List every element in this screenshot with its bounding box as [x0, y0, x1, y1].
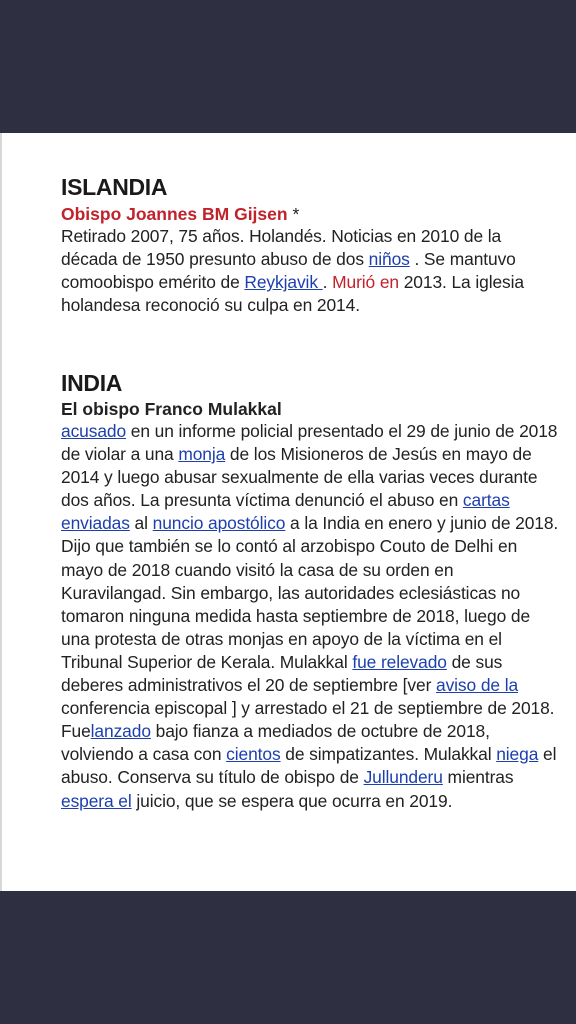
link-fue-relevado[interactable]: fue relevado [352, 651, 447, 672]
link-lanzado[interactable]: lanzado [90, 721, 151, 742]
text-fragment: . Se mantuvo comoobispo emérito de [61, 249, 516, 293]
text-fragment: de sus deberes administrativos el 20 de septiembre [ver [61, 651, 503, 696]
text-fragment: Retirado 2007, 75 años. Holandés. Noticias en 2010 de la década de 1950 presunto abuso de dos [61, 226, 502, 270]
paragraph-india [61, 420, 561, 813]
country-heading-india: INDIA [61, 370, 123, 396]
text-murio-en: Murió en [332, 272, 399, 293]
link-cartas-enviadas[interactable]: cartas enviadas [61, 490, 510, 534]
text-fragment: el abuso. Conserva su título de obispo de [61, 744, 557, 788]
text-fragment: juicio, que se espera que ocurra en 2019. [131, 790, 453, 811]
text-fragment: conferencia episcopal ] y arrestado el 21 de septiembre de 2018. Fue [61, 698, 555, 742]
bishop-name-mulakkal: El obispo Franco Mulakkal [61, 399, 282, 419]
text-fragment: al [129, 513, 153, 534]
paragraph-islandia [61, 225, 561, 317]
link-acusado[interactable]: acusado [61, 421, 127, 441]
text-fragment: en un informe policial presentado el 29 de junio de 2018 de violar a una [61, 421, 558, 465]
link-monja[interactable]: monja [178, 444, 226, 465]
section-india [61, 370, 561, 813]
document-page [0, 133, 576, 891]
link-niega[interactable]: niega [496, 744, 539, 765]
text-fragment: 2013. La iglesia holandesa reconoció su culpa en 2014. [61, 272, 524, 316]
section-islandia [61, 174, 561, 317]
text-fragment: de simpatizantes. Mulakkal [280, 744, 497, 765]
country-heading-islandia: ISLANDIA [61, 174, 168, 200]
link-ninos[interactable]: niños [368, 249, 410, 270]
link-espera-el[interactable]: espera el [61, 790, 132, 811]
asterisk: * [287, 204, 300, 224]
text-fragment: . [322, 272, 333, 293]
text-fragment: mientras [442, 767, 514, 788]
text-fragment: a la India en enero y junio de 2018. Dijo que también se lo contó al arzobispo Couto de Delhi en mayo de 2018 cuando visitó la casa de su orden en Kuravilangad. Sin embargo, las autoridades eclesiásticas no tomaron ninguna medida hasta septiembre de 2018, luego de una protesta de otras monjas en apoyo de la víctima en el Tribunal Superior de Kerala. Mulakkal [61, 513, 559, 672]
text-fragment: bajo fianza a mediados de octubre de 2018, volviendo a casa con [61, 721, 490, 765]
link-nuncio-apostolico[interactable]: nuncio apostólico [152, 513, 286, 534]
link-cientos[interactable]: cientos [226, 744, 281, 765]
link-reykjavik[interactable]: Reykjavik [244, 272, 323, 293]
text-fragment: de los Misioneros de Jesús en mayo de 2014 y luego abusar sexualmente de ella varias veces durante dos años. La presunta víctima denunció el abuso en [61, 444, 538, 511]
bishop-name-gijsen-text: Obispo Joannes BM Gijsen [61, 204, 288, 224]
link-jullunderu[interactable]: Jullunderu [363, 767, 443, 788]
link-aviso-de-la[interactable]: aviso de la [436, 675, 519, 696]
bishop-name-gijsen [61, 203, 561, 225]
